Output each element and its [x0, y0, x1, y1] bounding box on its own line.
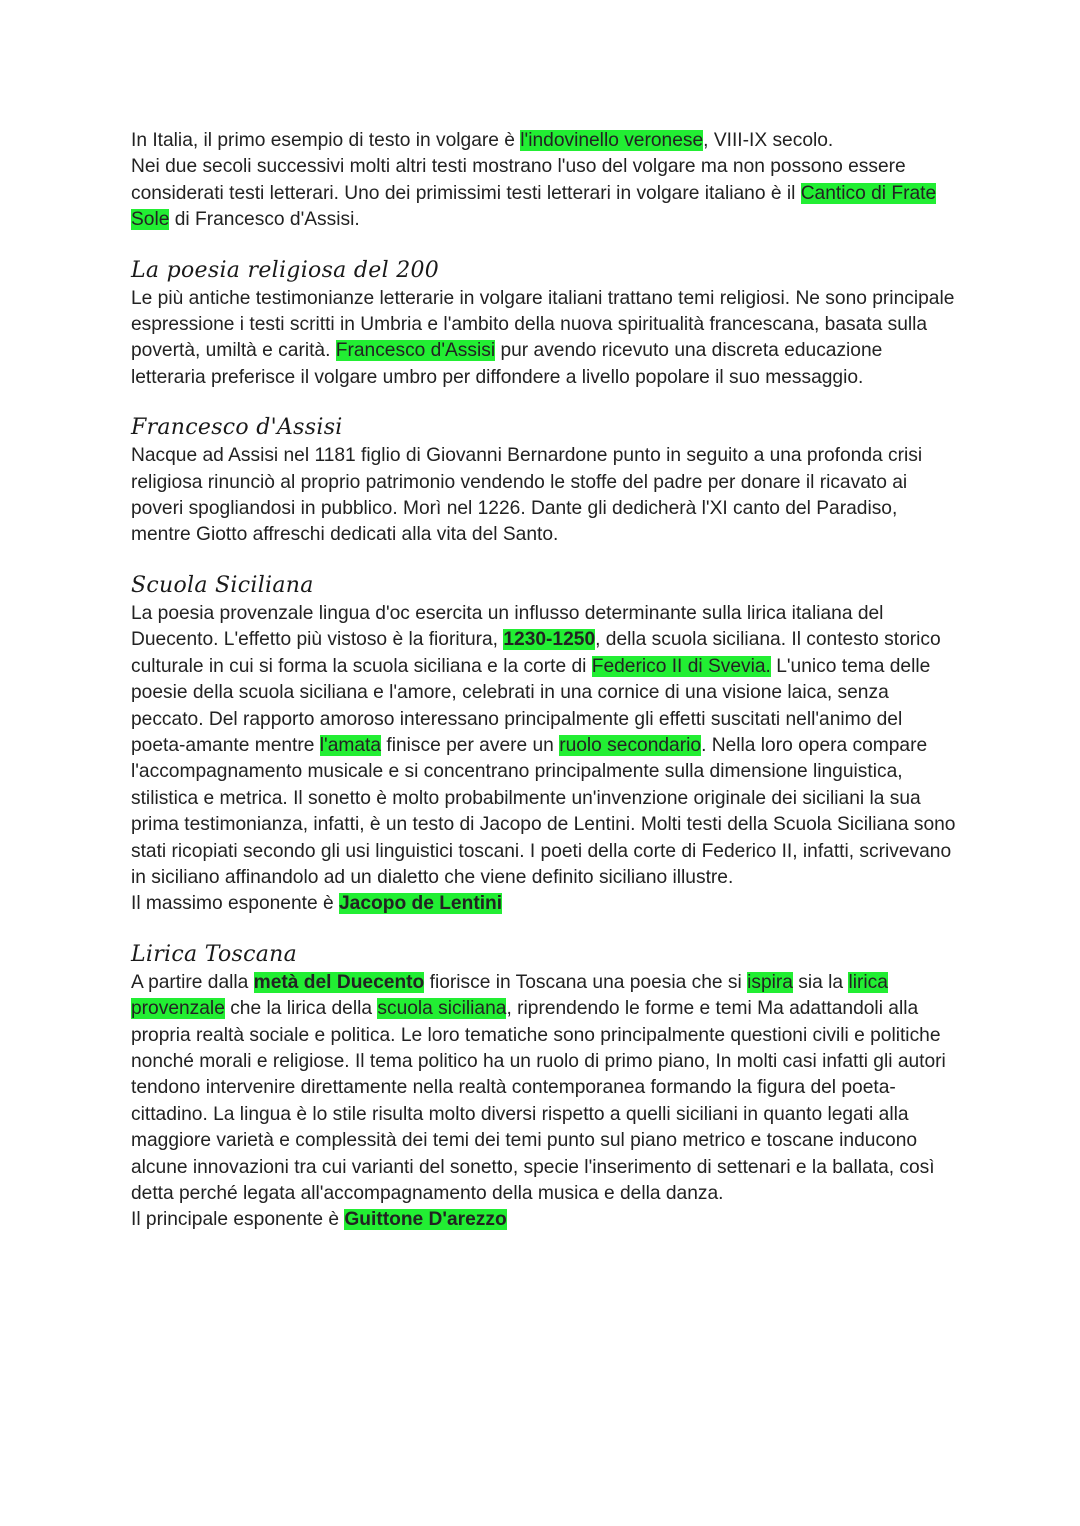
- text-run: , VIII-IX secolo.: [703, 130, 834, 151]
- heading-scuola-siciliana: Scuola Siciliana: [131, 572, 314, 598]
- text-run: sia la: [792, 971, 849, 993]
- highlight-jacopo: Jacopo de Lentini: [338, 893, 503, 915]
- highlight-dates: 1230-1250: [503, 629, 596, 651]
- text-run: , riprendendo le forme e temi Ma adattandoli alla propria realtà sociale e politica. Le loro tematiche sono principalmente questioni civili e politiche nonché morali e religiose. Il tema politico ha un ruolo di primo piano, In molti casi infatti gli autori tendono intervenire direttamente nella realtà contemporanea formando la figura del poeta-cittadino. La lingua è lo stile risulta molto diversi rispetto a quelli siciliani in quanto legati alla maggiore varietà e complessità dei temi dei temi punto sul piano metrico e toscane inducono alcune innovazioni tra cui varianti del sonetto, specie l'inserimento di settenari e la ballata, così detta perché legata all'accompagnamento della musica e della danza.: [131, 998, 946, 1204]
- text-run: pur avendo ricevuto una discreta educazione letteraria preferisce il volgare umbro per diffondere a livello popolare il suo messaggio.: [131, 340, 883, 388]
- document-page: [131, 128, 961, 1234]
- highlight-ispira: ispira: [747, 971, 793, 993]
- highlight-federico: Federico II di Svevia.: [591, 655, 771, 677]
- highlight-scuola-siciliana: scuola siciliana: [377, 998, 507, 1020]
- text-run: finisce per avere un: [381, 734, 560, 756]
- text-run: La poesia provenzale lingua d'oc esercita un influsso determinante sulla lirica italiana del Duecento. L'effetto più vistoso è la fioritura,: [131, 602, 884, 651]
- heading-francesco-assisi: Francesco d'Assisi: [131, 415, 343, 441]
- text-run: Il massimo esponente è: [131, 893, 339, 915]
- section-gap: [131, 234, 961, 256]
- highlight-cantico: Cantico di Frate Sole: [131, 182, 937, 231]
- highlight-guittone: Guittone D'arezzo: [344, 1209, 507, 1231]
- highlight-indovinello-veronese: l'indovinello veronese: [520, 130, 704, 151]
- text-run: Il principale esponente è: [131, 1209, 345, 1231]
- text-run: , della scuola siciliana. Il contesto storico culturale in cui si forma la scuola siciliana e la corte di: [131, 629, 941, 677]
- heading-poesia-religiosa: La poesia religiosa del 200: [131, 257, 440, 283]
- text-run: . Nella loro opera compare l'accompagnamento musicale e si concentrano principalmente sulla dimensione linguistica, stilistica e metrica. Il sonetto è molto probabilmente un'invenzione originale dei siciliani la sua prima testimonianza, infatti, è un testo di Jacopo de Lentini. Molti testi della Scuola Siciliana sono stati ricopiati secondo gli usi linguistici toscani. I poeti della corte di Federico II, infatti, scrivevano in siciliano affinandolo ad un dialetto che viene definito siciliano illustre.: [131, 734, 956, 888]
- highlight-meta-duecento: metà del Duecento: [253, 971, 425, 993]
- text-run: Nacque ad Assisi nel 1181 figlio di Giovanni Bernardone punto in seguito a una profonda crisi religiosa rinunciò al proprio patrimonio vendendo le stoffe del padre per donare il ricavato ai poveri spogliandosi in pubblico. Morì nel 1226. Dante gli dedicherà l'XI canto del Paradiso, mentre Giotto affreschi dedicati alla vita del Santo.: [131, 445, 923, 546]
- heading-lirica-toscana: Lirica Toscana: [131, 941, 298, 967]
- section-gap: [131, 391, 961, 413]
- text-run: che la lirica della: [224, 998, 378, 1020]
- intro-paragraph: [131, 128, 961, 234]
- religiosa-paragraph: [131, 286, 961, 392]
- highlight-lirica-provenzale: lirica provenzale: [131, 971, 888, 1020]
- text-run: In Italia, il primo esempio di testo in volgare è: [131, 130, 521, 151]
- highlight-amata: l'amata: [319, 734, 382, 756]
- text-run: di Francesco d'Assisi.: [169, 209, 360, 231]
- section-gap: [131, 549, 961, 571]
- text-run: L'unico tema delle poesie della scuola siciliana e l'amore, celebrati in una cornice di una visione laica, senza peccato. Del rapporto amoroso interessano principalmente gli effetti suscitati nell'animo del poeta-amante mentre: [131, 655, 931, 756]
- francesco-paragraph: [131, 443, 961, 549]
- highlight-francesco: Francesco d'Assisi: [335, 340, 496, 362]
- text-run: Nei due secoli successivi molti altri testi mostrano l'uso del volgare ma non possono essere considerati testi letterari. Uno dei primissimi testi letterari in volgare italiano è il: [131, 156, 906, 204]
- highlight-ruolo-secondario: ruolo secondario: [559, 734, 702, 756]
- section-gap: [131, 918, 961, 940]
- text-run: Le più antiche testimonianze letterarie in volgare italiani trattano temi religiosi. Ne sono principale espressione i testi scritti in Umbria e l'ambito della nuova spiritualità francescana, basata sulla povertà, umiltà e carità.: [131, 287, 955, 362]
- toscana-paragraph: [131, 970, 961, 1234]
- text-run: fiorisce in Toscana una poesia che si: [424, 971, 748, 993]
- text-run: A partire dalla: [131, 971, 254, 993]
- siciliana-paragraph: [131, 601, 961, 918]
